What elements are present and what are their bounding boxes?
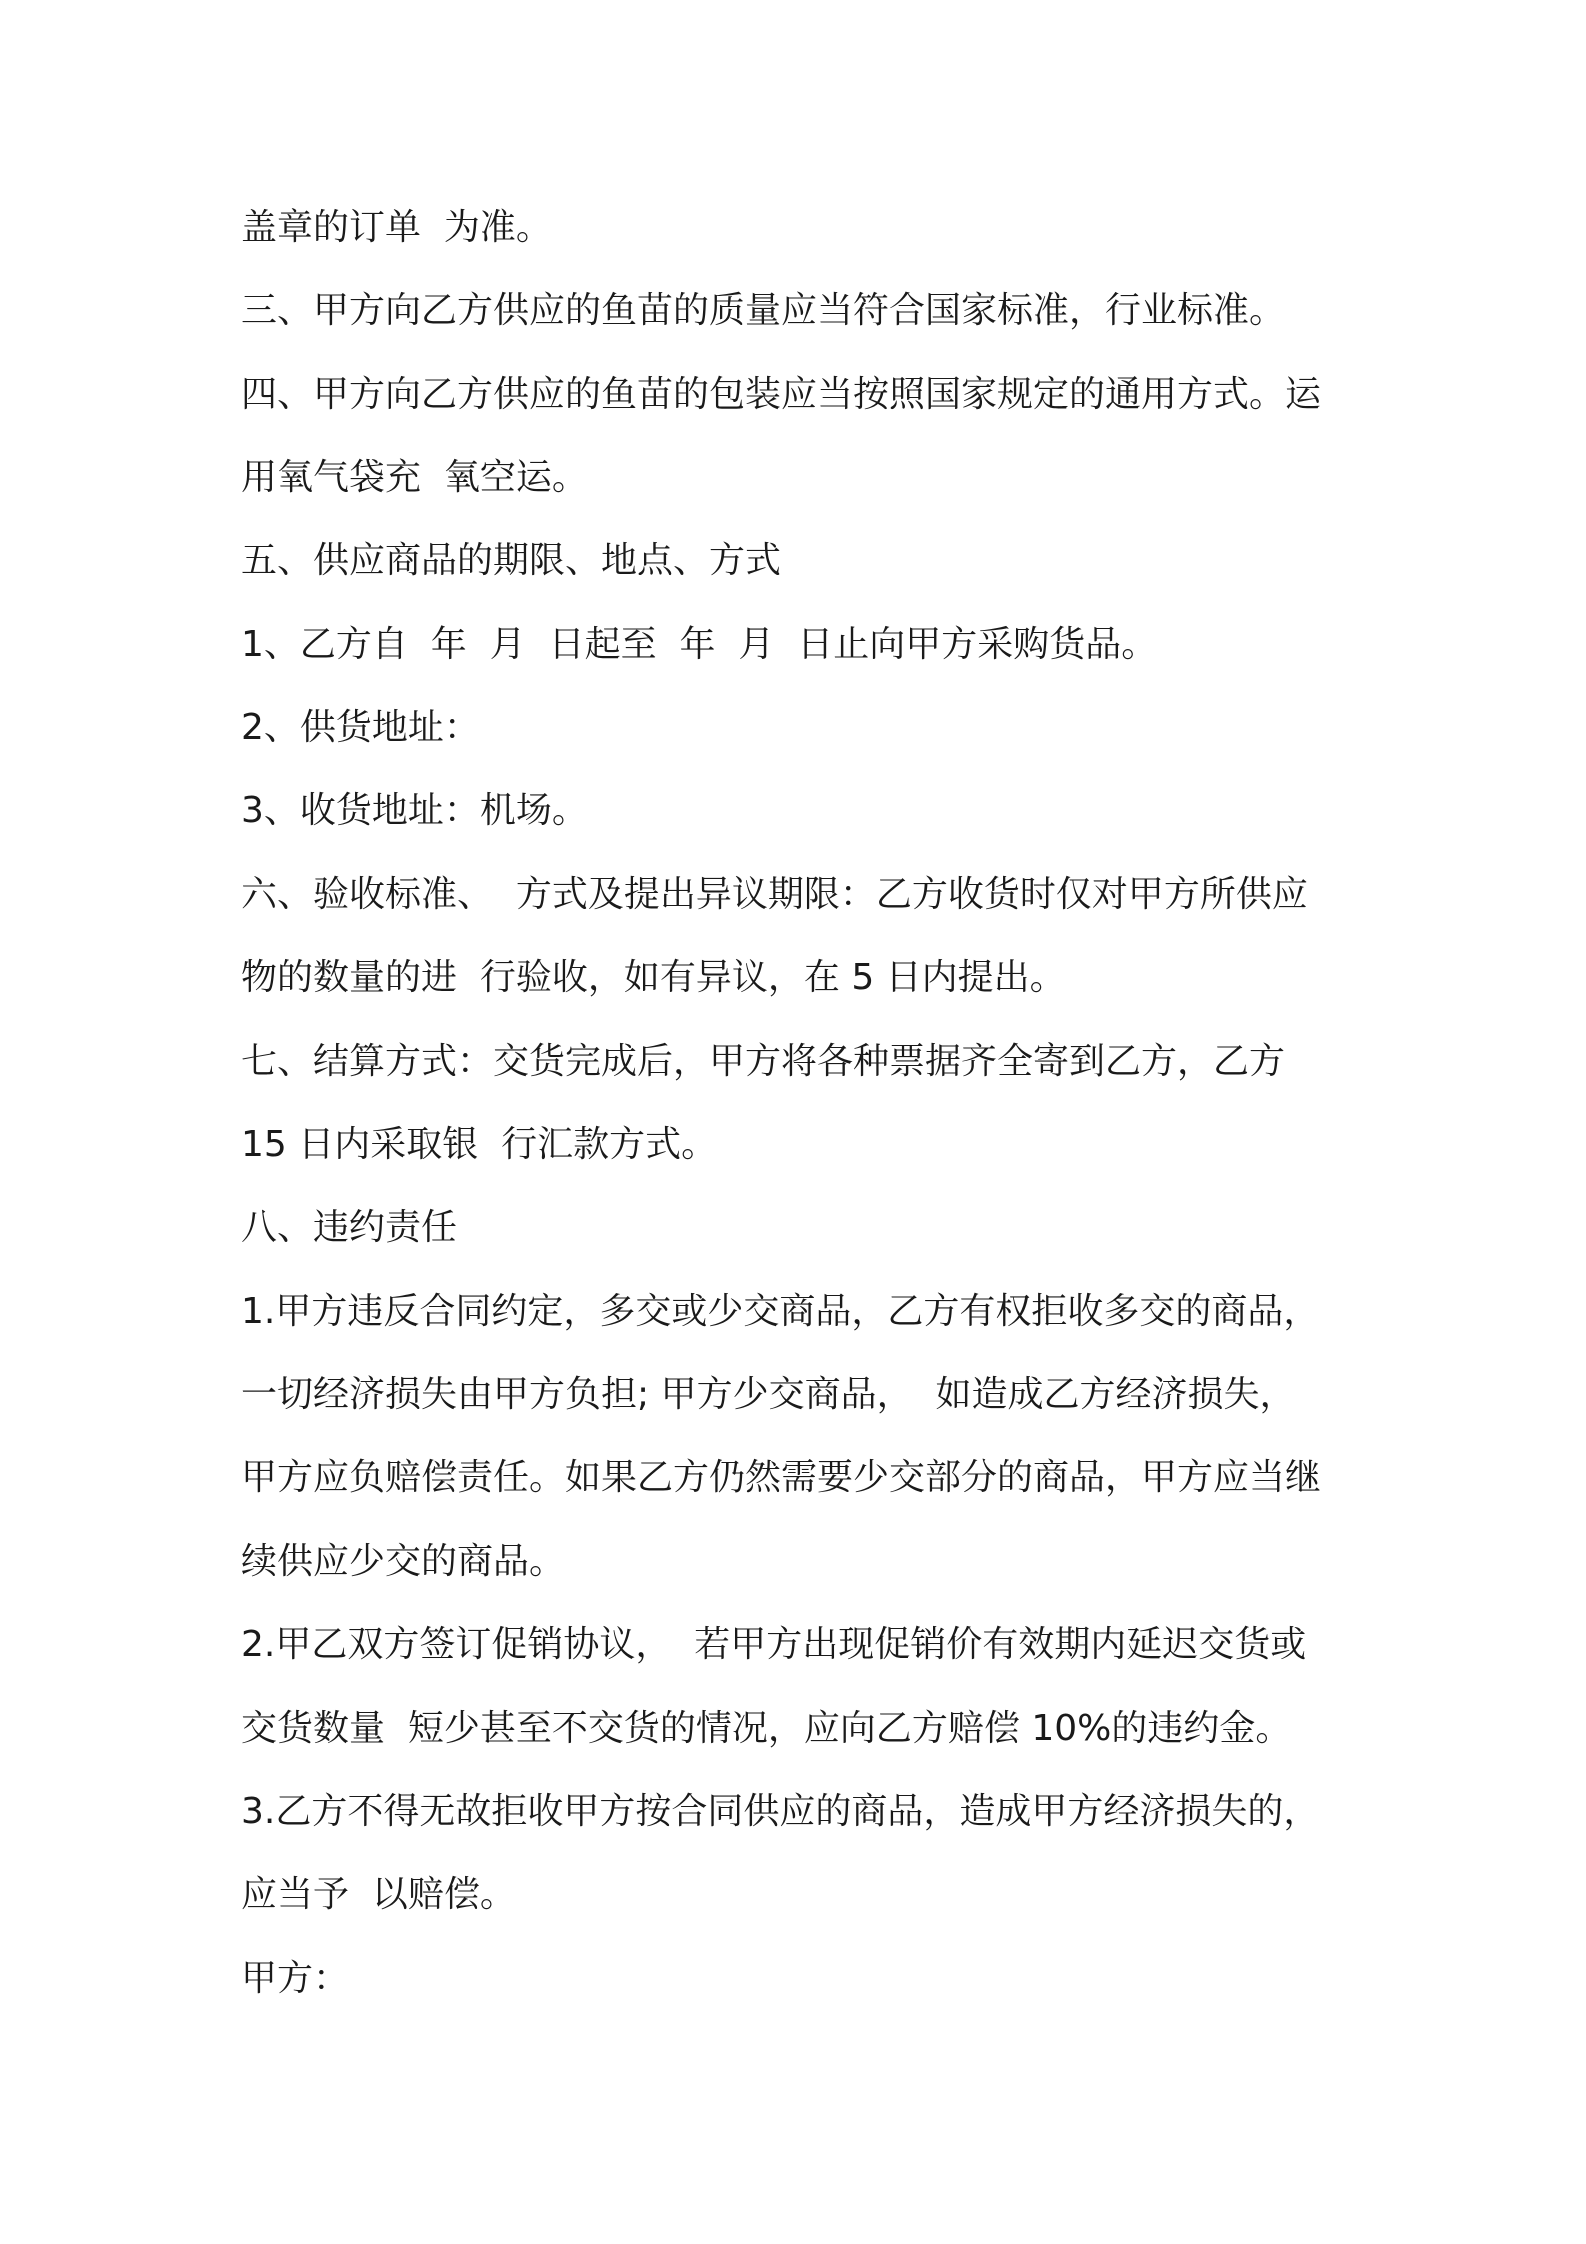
text-line: 六、验收标准、 方式及提出异议期限：乙方收货时仅对甲方所供应 — [241, 874, 1308, 915]
section-heading: 五、供应商品的期限、地点、方式 — [241, 540, 782, 581]
text-line: 七、结算方式：交货完成后，甲方将各种票据齐全寄到乙方，乙方 — [241, 1041, 1286, 1082]
text-line: 甲方应负赔偿责任。如果乙方仍然需要少交部分的商品，甲方应当继 — [241, 1457, 1322, 1498]
text-line: 3、收货地址：机场。 — [241, 790, 588, 831]
text-line: 四、甲方向乙方供应的鱼苗的包装应当按照国家规定的通用方式。运 — [241, 374, 1322, 415]
text-line: 应当予 以赔偿。 — [241, 1874, 516, 1915]
text-line: 15 日内采取银 行汇款方式。 — [241, 1124, 718, 1165]
text-line: 盖章的订单 为准。 — [241, 207, 552, 248]
text-line: 一切经济损失由甲方负担; 甲方少交商品， 如造成乙方经济损失， — [241, 1374, 1296, 1415]
text-line: 物的数量的进 行验收，如有异议，在 5 日内提出。 — [241, 957, 1066, 998]
text-line: 3.乙方不得无故拒收甲方按合同供应的商品，造成甲方经济损失的， — [241, 1791, 1320, 1832]
section-heading: 八、违约责任 — [241, 1207, 458, 1248]
text-line: 1、乙方自 年 月 日起至 年 月 日止向甲方采购货品。 — [241, 624, 1158, 665]
text-line: 三、甲方向乙方供应的鱼苗的质量应当符合国家标准，行业标准。 — [241, 290, 1286, 331]
text-line: 用氧气袋充 氧空运。 — [241, 457, 588, 498]
signature-label: 甲方： — [241, 1958, 350, 1999]
text-line: 2、供货地址： — [241, 707, 480, 748]
text-line: 续供应少交的商品。 — [241, 1541, 566, 1582]
text-line: 1.甲方违反合同约定，多交或少交商品，乙方有权拒收多交的商品， — [241, 1291, 1320, 1332]
text-line: 交货数量 短少甚至不交货的情况，应向乙方赔偿 10%的违约金。 — [241, 1708, 1292, 1749]
text-line: 2.甲乙双方签订促销协议， 若甲方出现促销价有效期内延迟交货或 — [241, 1624, 1307, 1665]
